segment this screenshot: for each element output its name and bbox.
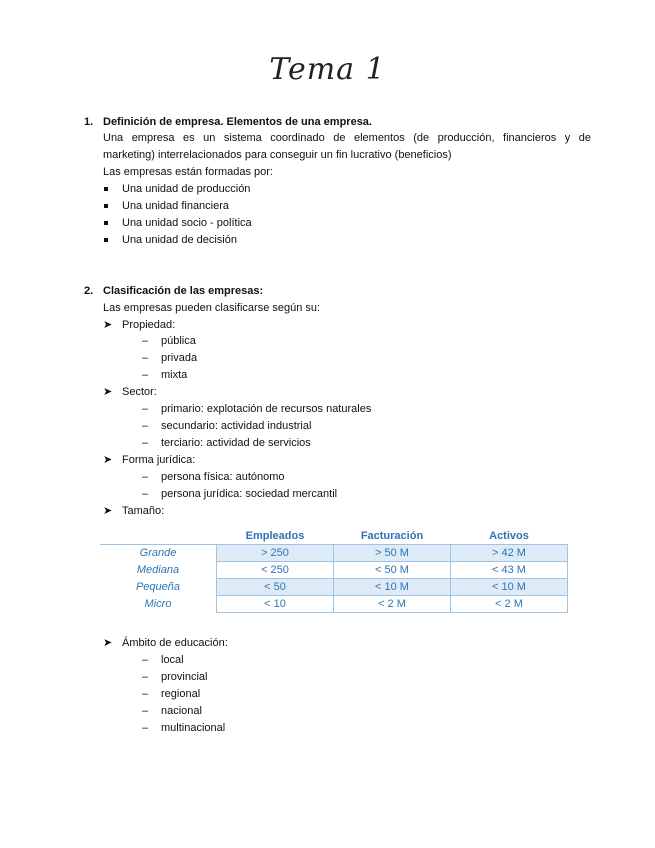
tamano-label: Tamaño: (122, 505, 165, 517)
section1-intro: Las empresas están formadas por: (103, 166, 273, 178)
list-item: nacional (161, 705, 202, 717)
dash-bullet-icon: – (142, 488, 149, 500)
section2-number: 2. (84, 285, 94, 297)
table-cell: < 10 (217, 596, 334, 613)
ambito-label: Ámbito de educación: (122, 637, 228, 649)
table-row (100, 562, 568, 579)
list-item: primario: explotación de recursos naturales (161, 403, 372, 415)
list-item: Una unidad de producción (122, 183, 251, 195)
table-header: Facturación (334, 528, 451, 545)
dash-bullet-icon: – (142, 369, 149, 381)
dash-bullet-icon: – (142, 705, 149, 717)
sector-label: Sector: (122, 386, 157, 398)
table-row (100, 579, 568, 596)
list-item: pública (161, 335, 196, 347)
size-table (100, 528, 568, 613)
list-item: secundario: actividad industrial (161, 420, 312, 432)
arrow-bullet-icon: ➤ (103, 454, 113, 466)
section2-intro: Las empresas pueden clasificarse según su: (103, 302, 321, 314)
list-item: Una unidad financiera (122, 200, 230, 212)
arrow-bullet-icon: ➤ (103, 505, 113, 517)
table-row (100, 596, 568, 613)
table-cell: > 250 (217, 545, 334, 562)
table-cell: < 10 M (451, 579, 568, 596)
table-corner (100, 528, 217, 545)
dash-bullet-icon: – (142, 654, 149, 666)
square-bullet-icon (104, 204, 108, 208)
table-cell: > 50 M (334, 545, 451, 562)
forma-label: Forma jurídica: (122, 454, 196, 466)
list-item: multinacional (161, 722, 226, 734)
list-item: persona física: autónomo (161, 471, 285, 483)
square-bullet-icon (104, 221, 108, 225)
section1-paragraph-line1: Una empresa es un sistema coordinado de elementos (de producción, financieros y de (103, 132, 591, 144)
table-cell: < 2 M (451, 596, 568, 613)
dash-bullet-icon: – (142, 335, 149, 347)
dash-bullet-icon: – (142, 403, 149, 415)
section1-number: 1. (84, 116, 94, 128)
list-item: terciario: actividad de servicios (161, 437, 311, 449)
table-cell: < 2 M (334, 596, 451, 613)
row-label: Micro (144, 598, 172, 610)
page-title: Tema 1 (269, 52, 386, 87)
table-cell: < 250 (217, 562, 334, 579)
section1-paragraph-line2: marketing) interrelacionados para conseguir un fin lucrativo (beneficios) (103, 149, 452, 161)
dash-bullet-icon: – (142, 420, 149, 432)
dash-bullet-icon: – (142, 671, 149, 683)
table-row (100, 545, 568, 562)
dash-bullet-icon: – (142, 437, 149, 449)
propiedad-label: Propiedad: (122, 319, 176, 331)
list-item: local (161, 654, 184, 666)
row-label: Grande (100, 545, 217, 562)
dash-bullet-icon: – (142, 722, 149, 734)
dash-bullet-icon: – (142, 688, 149, 700)
section2-heading: Clasificación de las empresas: (103, 285, 264, 297)
list-item: Una unidad de decisión (122, 234, 237, 246)
table-header-row (100, 528, 568, 545)
table-cell: < 10 M (334, 579, 451, 596)
list-item: regional (161, 688, 201, 700)
square-bullet-icon (104, 187, 108, 191)
row-label: Mediana (136, 564, 180, 576)
table-cell: < 50 (217, 579, 334, 596)
row-label: Pequeña (135, 581, 181, 593)
table-cell: < 43 M (451, 562, 568, 579)
table-header: Empleados (217, 528, 334, 545)
list-item: provincial (161, 671, 208, 683)
dash-bullet-icon: – (142, 352, 149, 364)
dash-bullet-icon: – (142, 471, 149, 483)
table-cell: > 42 M (451, 545, 568, 562)
list-item: Una unidad socio - política (122, 217, 252, 229)
section1-heading: Definición de empresa. Elementos de una empresa. (103, 116, 372, 128)
arrow-bullet-icon: ➤ (103, 319, 113, 331)
arrow-bullet-icon: ➤ (103, 386, 113, 398)
list-item: persona jurídica: sociedad mercantil (161, 488, 338, 500)
list-item: privada (161, 352, 198, 364)
arrow-bullet-icon: ➤ (103, 637, 113, 649)
square-bullet-icon (104, 238, 108, 242)
table-cell: < 50 M (334, 562, 451, 579)
list-item: mixta (161, 369, 188, 381)
table-header: Activos (451, 528, 568, 545)
